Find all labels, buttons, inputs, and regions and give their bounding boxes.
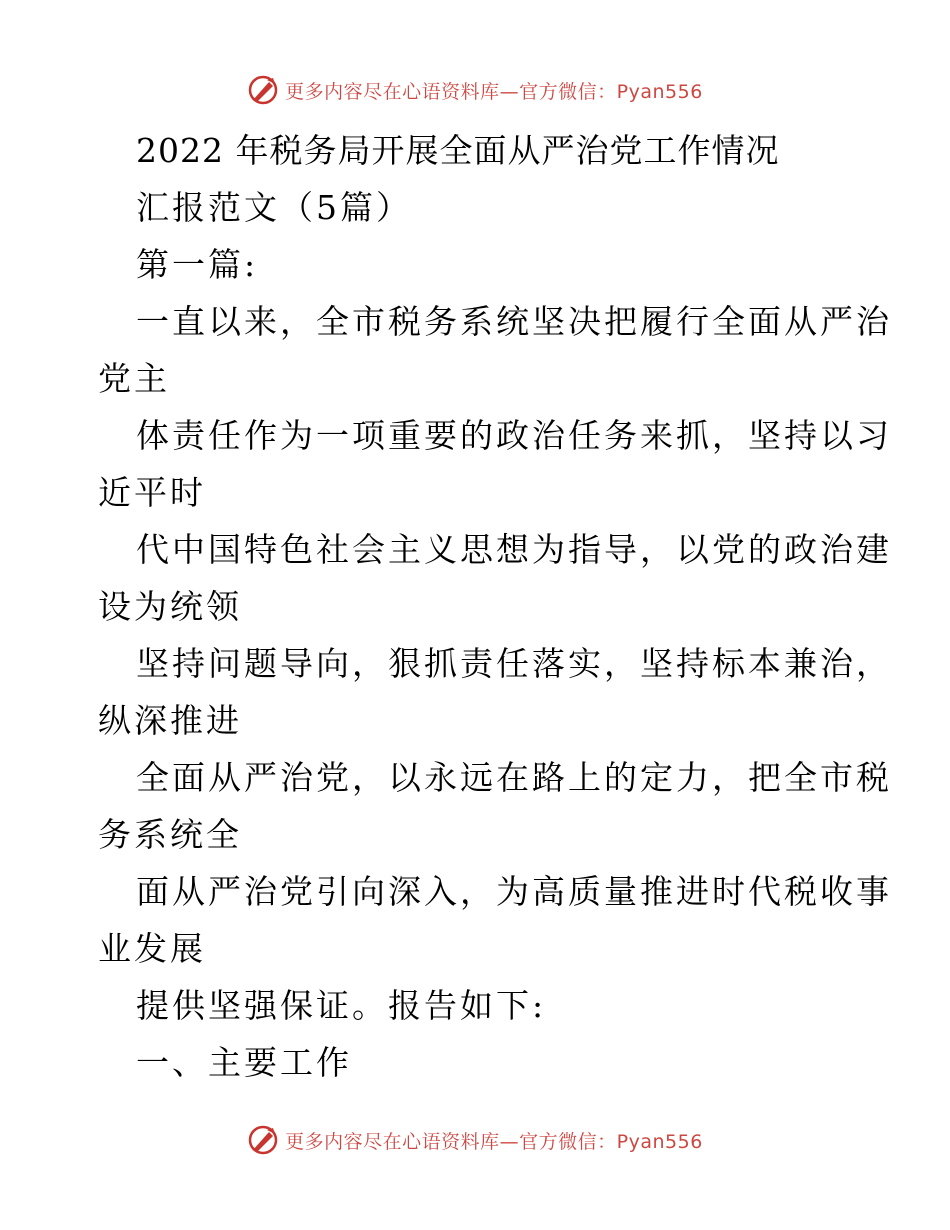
footer-watermark: [0, 1120, 950, 1160]
paragraph-line: 全面从严治党，以永远在路上的定力，把全市税: [136, 758, 892, 797]
document-body: [98, 122, 892, 1091]
subsection-heading: 一、主要工作: [136, 1043, 352, 1082]
section-heading: 第一篇:: [136, 245, 259, 284]
paragraph-line: 提供坚强保证。报告如下:: [136, 986, 547, 1025]
paragraph-line: 面从严治党引向深入，为高质量推进时代税收事: [136, 872, 892, 911]
pen-logo-icon: [247, 74, 279, 106]
paragraph-line: 一直以来，全市税务系统坚决把履行全面从严治: [136, 302, 892, 341]
watermark-text: 更多内容尽在心语资料库—官方微信：Pyan556: [285, 80, 703, 103]
header-watermark: [0, 70, 950, 110]
paragraph-line: 务系统全: [98, 815, 242, 854]
pen-logo-icon: [247, 1124, 279, 1156]
paragraph-line: 设为统领: [98, 587, 242, 626]
paragraph-line: 体责任作为一项重要的政治任务来抓，坚持以习: [136, 416, 892, 455]
paragraph-line: 近平时: [98, 473, 206, 512]
paragraph-line: 代中国特色社会主义思想为指导，以党的政治建: [136, 530, 892, 569]
watermark-text: 更多内容尽在心语资料库—官方微信：Pyan556: [285, 1130, 703, 1153]
paragraph-line: 党主: [98, 359, 170, 398]
paragraph-line: 坚持问题导向，狠抓责任落实，坚持标本兼治，: [136, 644, 892, 683]
doc-title-line-1: 2022 年税务局开展全面从严治党工作情况: [136, 131, 780, 170]
paragraph-line: 业发展: [98, 929, 206, 968]
paragraph-line: 纵深推进: [98, 701, 242, 740]
doc-title-line-2: 汇报范文（5篇）: [136, 188, 412, 227]
